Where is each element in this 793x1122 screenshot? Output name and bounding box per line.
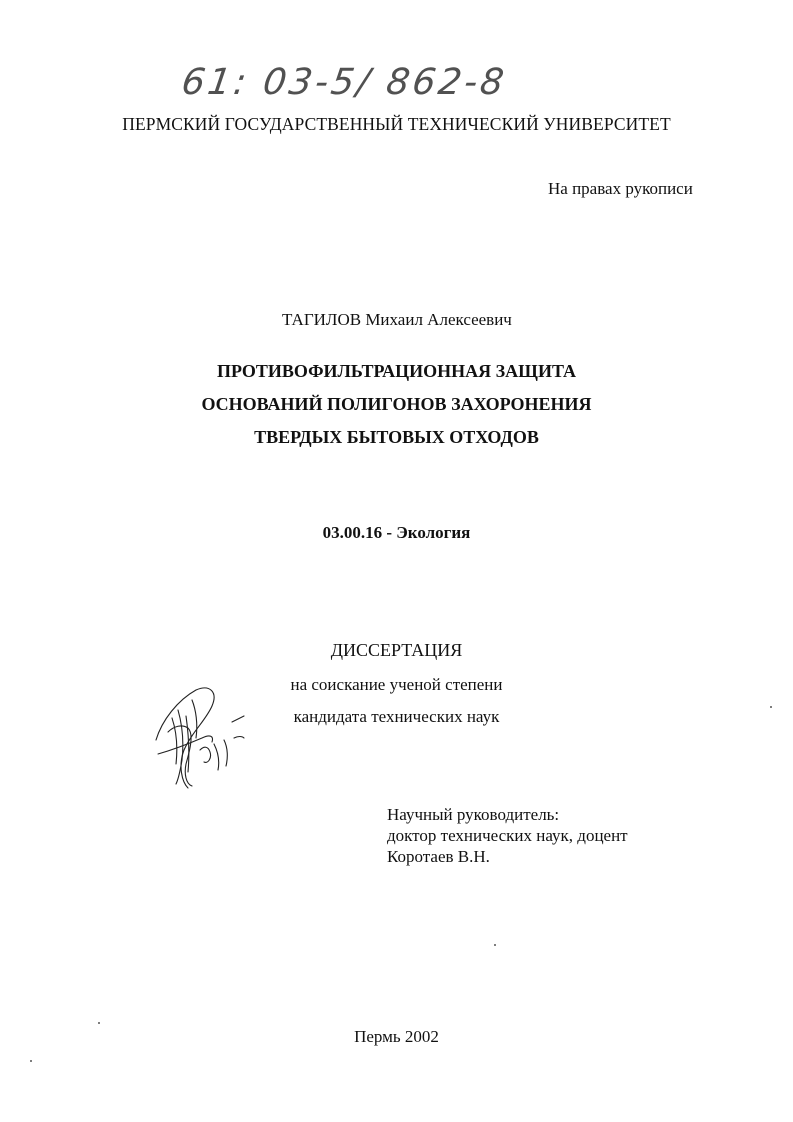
city-year: Пермь 2002 <box>354 1027 439 1046</box>
dissertation-degree-line-2: кандидата технических наук <box>293 707 500 726</box>
archive-code-text: 61: 03-5/ 862-8 <box>179 62 510 103</box>
dissertation-degree-line-1: на соискание ученой степени <box>290 675 503 694</box>
dissertation-heading: ДИССЕРТАЦИЯ <box>330 640 463 660</box>
advisor-label: Научный руководитель: <box>387 805 560 824</box>
scientific-advisor-block <box>387 804 628 867</box>
scan-speck <box>30 1060 32 1062</box>
university-name: ПЕРМСКИЙ ГОСУДАРСТВЕННЫЙ ТЕХНИЧЕСКИЙ УНИВЕРСИТЕТ <box>122 114 671 134</box>
title-line-3: ТВЕРДЫХ БЫТОВЫХ ОТХОДОВ <box>254 427 539 447</box>
author-name: ТАГИЛОВ Михаил Алексеевич <box>282 310 512 329</box>
advisor-degree: доктор технических наук, доцент <box>387 826 628 845</box>
specialty-code: 03.00.16 - Экология <box>322 523 471 542</box>
advisor-name: Коротаев В.Н. <box>387 847 490 866</box>
scan-speck <box>494 944 496 946</box>
title-line-1: ПРОТИВОФИЛЬТРАЦИОННАЯ ЗАЩИТА <box>216 361 577 381</box>
title-line-2: ОСНОВАНИЙ ПОЛИГОНОВ ЗАХОРОНЕНИЯ <box>201 394 592 414</box>
handwritten-signature <box>148 680 258 800</box>
scan-speck <box>98 1022 100 1024</box>
scan-speck <box>770 706 772 708</box>
handwritten-archive-code <box>179 58 582 114</box>
manuscript-note: На правах рукописи <box>548 179 693 198</box>
